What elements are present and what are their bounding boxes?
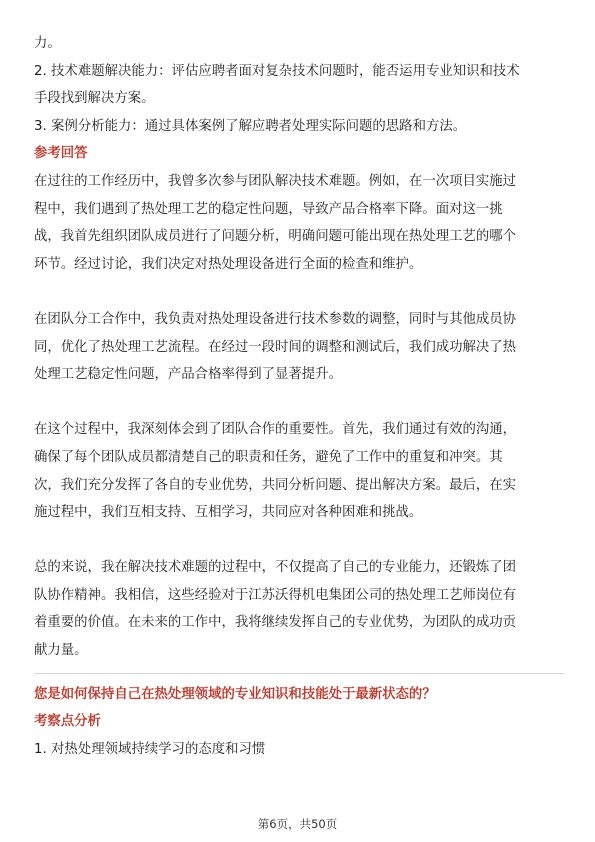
paragraph-line: 施过程中，我们互相支持、互相学习，共同应对各种困难和挑战。 bbox=[34, 505, 423, 521]
assessment-point-2: 2. 技术难题解决能力：评估应聘者面对复杂技术问题时，能否运用专业知识和技术 bbox=[34, 63, 520, 79]
paragraph-line: 同，优化了热处理工艺流程。在经过一段时间的调整和测试后，我们成功解决了热 bbox=[34, 339, 517, 355]
assessment-point-2-cont: 手段找到解决方案。 bbox=[34, 91, 155, 107]
assessment-point-3: 3. 案例分析能力：通过具体案例了解应聘者处理实际问题的思路和方法。 bbox=[34, 118, 467, 134]
paragraph-line: 队协作精神。我相信，这些经验对于江苏沃得机电集团公司的热处理工艺师岗位有 bbox=[34, 587, 517, 603]
paragraph-line: 环节。经过讨论，我们决定对热处理设备进行全面的检查和维护。 bbox=[34, 256, 423, 272]
paragraph-gap bbox=[34, 389, 564, 417]
paragraph-line: 总的来说，我在解决技术难题的过程中，不仅提高了自己的专业能力，还锻炼了团 bbox=[34, 560, 517, 576]
continued-text: 力。 bbox=[34, 36, 61, 51]
analysis-heading: 考察点分析 bbox=[34, 714, 101, 730]
paragraph-line: 战，我首先组织团队成员进行了问题分析，明确问题可能出现在热处理工艺的哪个 bbox=[34, 229, 517, 245]
answer-paragraph-2 bbox=[34, 306, 564, 389]
paragraph-line: 确保了每个团队成员都清楚自己的职责和任务，避免了工作中的重复和冲突。其 bbox=[34, 449, 503, 465]
paragraph-line: 着重要的价值。在未来的工作中，我将继续发挥自己的专业优势，为团队的成功贡 bbox=[34, 615, 517, 631]
page-content bbox=[34, 30, 564, 763]
paragraph-line: 在团队分工合作中，我负责对热处理设备进行技术参数的调整，同时与其他成员协 bbox=[34, 311, 517, 327]
reference-answer-heading: 参考回答 bbox=[34, 146, 88, 162]
paragraph-line: 在过往的工作经历中，我曾多次参与团队解决技术难题。例如，在一次项目实施过 bbox=[34, 173, 517, 189]
paragraph-line: 次，我们充分发挥了各自的专业优势，共同分析问题、提出解决方案。最后，在实 bbox=[34, 477, 517, 493]
paragraph-gap bbox=[34, 527, 564, 555]
answer-paragraph-3 bbox=[34, 416, 564, 526]
page-number: 第6页，共50页 bbox=[257, 817, 338, 831]
paragraph-line: 处理工艺稳定性问题，产品合格率得到了显著提升。 bbox=[34, 367, 342, 383]
paragraph-gap bbox=[34, 278, 564, 306]
question-title: 您是如何保持自己在热处理领域的专业知识和技能处于最新状态的？ bbox=[34, 686, 436, 702]
answer-paragraph-1 bbox=[34, 168, 564, 278]
paragraph-line: 在这个过程中，我深刻体会到了团队合作的重要性。首先，我们通过有效的沟通， bbox=[34, 422, 517, 438]
paragraph-line: 献力量。 bbox=[34, 643, 88, 659]
paragraph-line: 程中，我们遇到了热处理工艺的稳定性问题，导致产品合格率下降。面对这一挑 bbox=[34, 201, 503, 217]
section-divider bbox=[34, 673, 564, 674]
analysis-point-1: 1. 对热处理领域持续学习的态度和习惯 bbox=[34, 741, 266, 757]
answer-paragraph-4 bbox=[34, 554, 564, 664]
